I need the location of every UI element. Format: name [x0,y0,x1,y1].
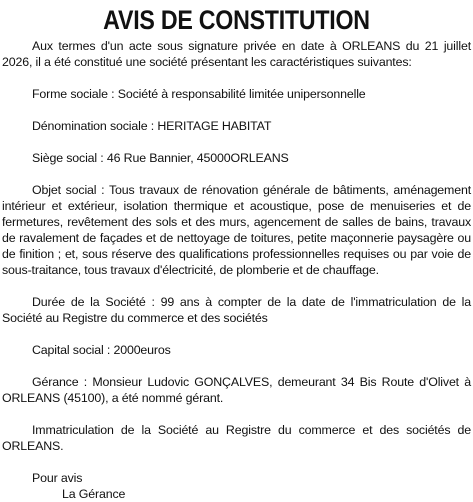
siege-social-paragraph: Siège social : 46 Rue Bannier, 45000ORLEANS [32,151,289,165]
closing-block [2,470,471,502]
notice-title: AVIS DE CONSTITUTION [103,5,370,35]
gerance-paragraph: Gérance : Monsieur Ludovic GONÇALVES, demeurant 34 Bis Route d'Olivet à ORLEANS (45100), a été nommé gérant. [2,375,471,405]
denomination-paragraph: Dénomination sociale : HERITAGE HABITAT [32,119,272,133]
objet-social-paragraph: Objet social : Tous travaux de rénovation générale de bâtiments, aménagement intérieur et extérieur, isolation thermique et acoustique, pose de menuiseries et de fermetures, revêtement des sols et des murs, agencement de salles de bains, travaux de ravalement de façades et de nettoyage de toitures, petite maçonnerie paysagère ou de finition ; et, sous réserve des qualifications professionnelles requises ou par voie de sous-traitance, tous travaux d'électricité, de plomberie et de chauffage. [2,183,471,277]
closing-pour-avis: Pour avis [32,471,83,485]
closing-la-gerance: La Gérance [62,487,126,501]
notice-body [2,38,471,502]
capital-paragraph: Capital social : 2000euros [32,343,171,357]
forme-sociale-paragraph: Forme sociale : Société à responsabilité limitée unipersonnelle [32,87,366,101]
immatriculation-paragraph: Immatriculation de la Société au Registre du commerce et des sociétés de ORLEANS. [2,423,471,453]
duree-paragraph: Durée de la Société : 99 ans à compter de la date de l'immatriculation de la Société au Registre du commerce et des sociétés [2,295,471,325]
intro-paragraph: Aux termes d'un acte sous signature privée en date à ORLEANS du 21 juillet 2026, il a été constitué une société présentant les caractéristiques suivantes: [2,39,471,69]
